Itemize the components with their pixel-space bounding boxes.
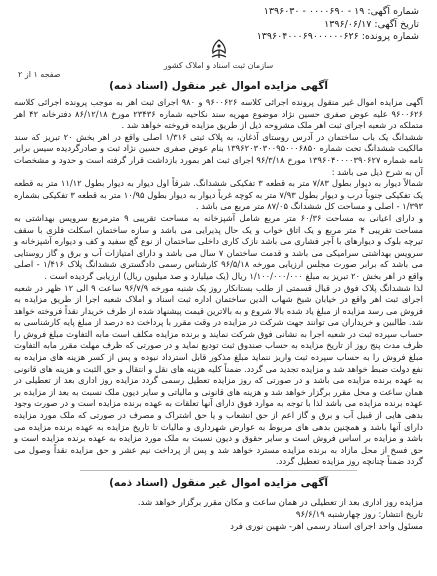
- ad-number: شماره آگهی: ۱۹ - ۰۰۰۰۶۹۰ - ۱۳۹۶۰۳۰: [263, 6, 419, 17]
- registry-emblem-icon: [207, 38, 231, 60]
- ad2-title: آگهی مزایده اموال غیر منقول (اسناد ذمه): [109, 477, 328, 489]
- organization-name: سازمان ثبت اسناد و املاک کشور: [163, 61, 274, 70]
- ad1-paragraph: لذا ششدانگ پلاک فوق در قبال قسمتی از طلب بستانکار روز یک شنبه مورخه ۹۶/۷/۹ ساعت ۹ الی ۱۲ ظهر در شعبه اجرای ثبت اهر واقع در خیابان شیخ شهاب الدین ساختمان اداره ثبت اسناد و املاک شعبه اجرا از طریق مزایده به فروش می رسد مزایده از مبلغ یاد شده بالا شروع و به بالاترین قیمت پیشنهاد شده از طرف خریدار نقداً فروخته خواهد شد. طالبین و خریداران می توانند جهت شرکت در مزایده در وقت مقرر با پرداخت ده درصد از مبلغ پایه کارشناسی به حساب سپرده ثبت در شعبه اجرا به نشانی فوق شرکت نمایند و برنده مزایده مکلف است مابه التفاوت مبلغ فروش را ظرف مدت پنج روز از تاریخ مزایده به حساب صندوق ثبت تودیع نماید و در صورتی که ظرف مهلت مقرر مابه التفاوت مبلغ فروش را به حساب سپرده ثبت واریز ننماید مبلغ مذکور قابل استرداد نبوده و پس از کسر هزینه های مزایده به نفع دولت ضبط خواهد شد و مزایده تجدید می گردد. ضمناً کلیه هزینه های نقل و انتقال و حق الثبت و هزینه های قانونی به عهده برنده مزایده می باشد و در صورتی که روز مزایده تعطیل رسمی گردد مزایده روز اداری بعد از تعطیلی در همان ساعت و محل مقرر برگزار خواهد شد و هزینه های قانونی و مالیاتی و سایر دیون ملک نسبت به بعد از مزایده بر عهده برنده مزایده می باشد لذا با توجه به موارد فوق دارای آنها تعلقات به عهده برنده مزایده است و در صورت وجود بدهی هایی از قبیل آب و برق و گاز اعم از حق انشعاب و یا حق اشتراک و مصرف در صورتی که ملک مورد مزایده دارای آنها باشد و همچنین بدهی های مربوط به عوارض شهرداری و مالیات تا تاریخ مزایده به عهده برنده مزایده می باشد و مزایده بر اساس فروش است و سایر حقوق و دیون نسبت به ملک مورد مزایده به عهده برنده مزایده است و حق فسخ از محل مازاد به برنده مزایده مسترد خواهد شد و پس از پرداخت نیم عشر و حق مزایده نقداً وصول می گردد ضمناً چنانچه روز مزایده تعطیل گردد.: [14, 282, 424, 467]
- organization-header: [0, 38, 437, 70]
- ad1-paragraph: ششدانگ یک باب ساختمان در آدرس روستای آذغان، به پلاک ثبتی ۱/۳۱۶ اصلی واقع در اهر بخش ۲۰ تبریز که سند مالکیت ششدانگ تحت شماره ۱۳۹۶۲۰۳۰۳۰۰۹۵۰۰۰۶۸۵۰ بنام عوض صفری حسین نژاد ثبت و صادرگردیده سیس برابر نامه شماره ۱۳۹۶۰۴۰۰۰۰۳۹۰۶۲۷ مورخ ۹۶/۳/۱۸ اجرای ثبت اهر بمورد بازداشت قرار گرفته است و حدود و مشخصات آن به شرح ذیل می باشد :: [14, 131, 423, 177]
- ad1-paragraph: و دارای اعیانی به مساحت ۶۰/۳۶ متر مربع شامل آشپزخانه به مساحت تقریبی ۹ مترمربع سرویس بهداشتی به مساحت تقریبی ۴ متر مربع و یک اتاق خواب و یک حال پذیرایی می باشد و سازه ساختمان اسکلت فلزی با سقف تیرچه بلوک و دیوارهای با آجر فشاری می باشد نازک کاری داخلی ساختمان از نوع گچ سفید و کف و دیواره آشپزخانه و سرویس بهداشتی سرامیکی می باشد و قدمت ساختمان ۷ سال می باشد و دارای امتیازات آب و برق و گاز روستایی می باشد که برابر صورت مجلس ارزیابی مورخه ۹۶/۵/۱۸ کارشناس رسمی دادگستری ششدانگ پلاک ۱/۴۱۶ - اصلی واقع در اهر بخش ۲۰ تبریز به مبلغ ۱/۱۰۰/۰۰۰/۰۰۰ ریال (یک میلیارد و صد میلیون ریال) ارزیابی گردیده است .: [14, 212, 423, 281]
- ad1-paragraph: آگهی مزایده اموال غیر منقول پرونده اجرائی کلاسه ۹۶۰۰۶۲۶ و ۹۸۰ اجرای ثبت اهر به موجب پرونده اجرائی کلاسه ۹۶۰۰۶۲۶ علیه عوض صفری حسین نژاد موضوع مهریه سند نکاحیه شماره ۲۳۴۳۶ مورخ ۸۶/۱۲/۱۸ دفترخانه ۴۲ اهر متملکه در شعبه اجرای ثبت اهر ملک مشروحه ذیل از طریق مزایده فروخته خواهد شد .: [14, 97, 424, 131]
- section-divider: [80, 470, 357, 471]
- ad1-body: [14, 97, 423, 468]
- page-number: صفحه ۱ از ۲: [18, 70, 61, 79]
- ad1-title: آگهی مزایده اموال غیر منقول (اسناد ذمه): [109, 80, 328, 92]
- ad2-line: مزایده روز اداری بعد از تعطیلی در همان ساعت و مکان مقرر برگزار خواهد شد.: [137, 498, 423, 508]
- ad1-paragraph: شمالاً دیوار به دیوار بطول ۷/۸۳ متر به قطعه ۳ تفکیکی ششدانگ. شرقاً اول دیوار به دیوار بطول ۱۱/۱۲ متر به قطعه یک تفکیکی جنوباً درب و دیوار بطول ۷/۹۳ متر به کوچه غرباً دیوار به دیوار بطول ۱۰/۹۵ متر به قطعه ۳ تفکیکی بشماره ۱/۳۹۳ - اصلی و مساحت کل ششدانگ ۸۷/۰۵ متر مربع می باشد .: [14, 178, 423, 212]
- ad2-signatory: مسئول واحد اجرای اسناد رسمی اهر- شهین نوری فرد: [230, 522, 423, 533]
- file-number: شماره پرونده: ۱۳۹۶۰۴۰۰۰۶۹۰۰۰۰۰۰۶۲۶: [256, 31, 419, 42]
- ad2-publish-date: تاریخ انتشار: روز چهارشنبه ۹۶/۶/۱۹: [295, 510, 423, 521]
- ad2-body: [14, 497, 423, 534]
- ad-date: تاریخ آگهی: ۱۳۹۶/۰۶/۱۷: [324, 18, 419, 30]
